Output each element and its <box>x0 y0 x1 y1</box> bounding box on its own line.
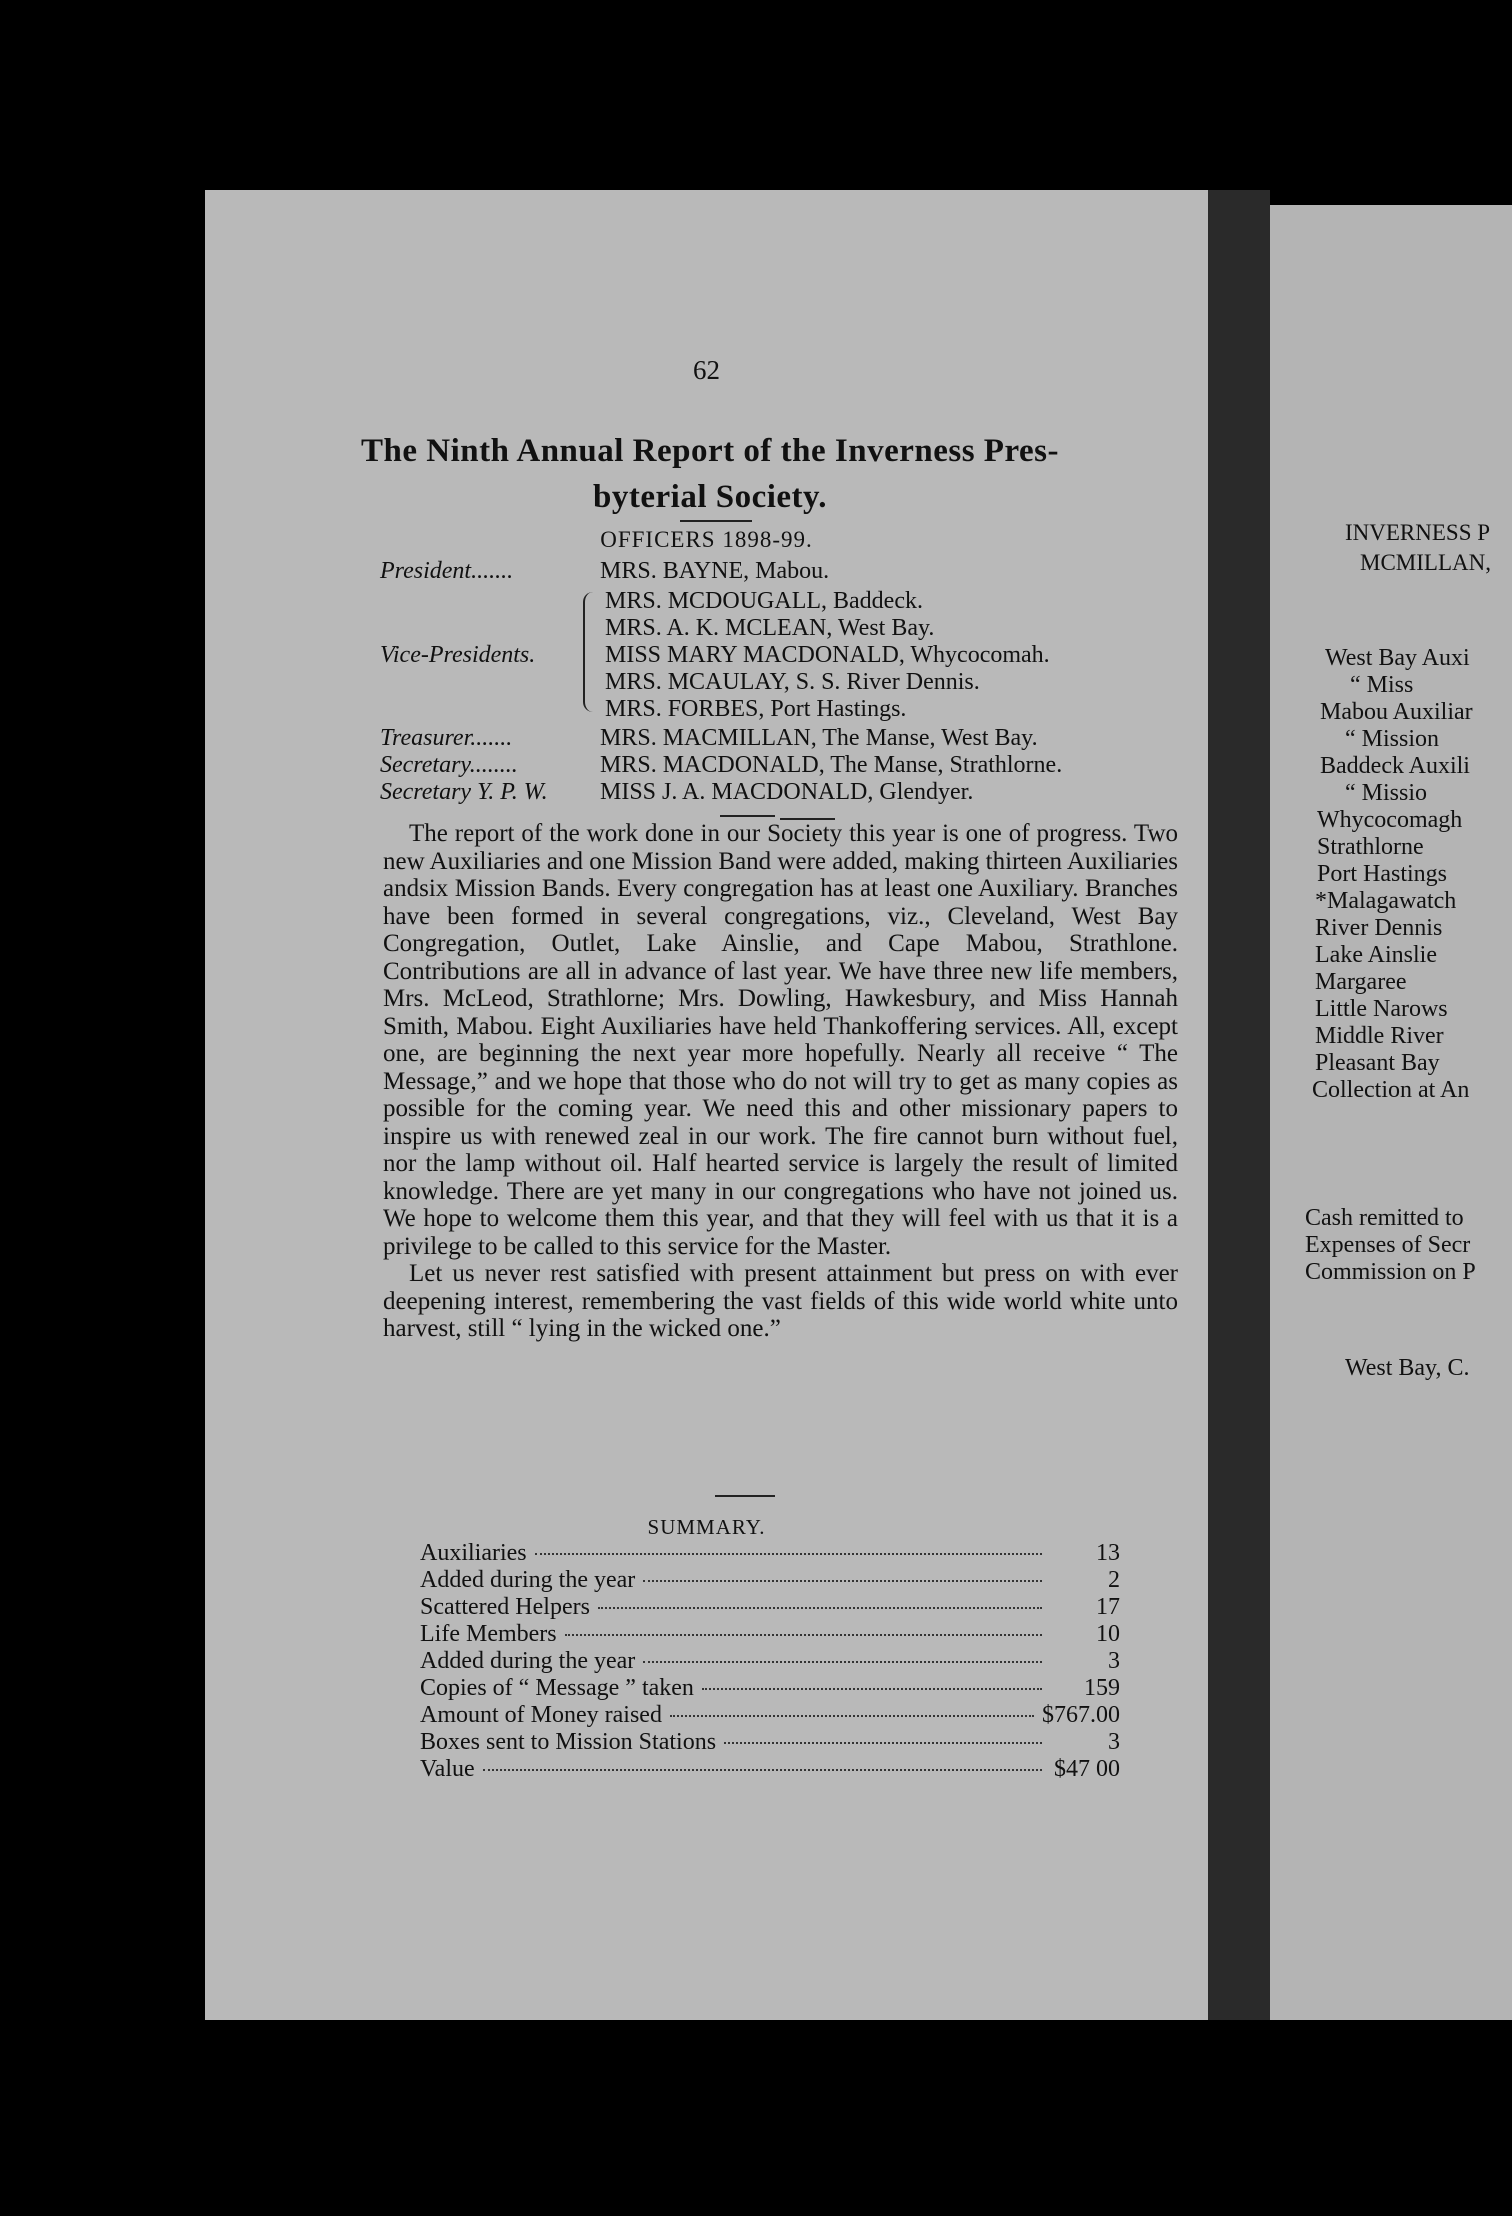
right-page-line: Strathlorne <box>1317 834 1424 860</box>
officer-role: President....... <box>380 558 514 584</box>
officer-name: MRS. BAYNE, Mabou. <box>600 558 830 584</box>
left-page <box>205 190 1208 2020</box>
right-page-line: Margaree <box>1315 969 1407 995</box>
officer-name: MRS. MACDONALD, The Manse, Strathlorne. <box>600 752 1063 778</box>
summary-value: 3 <box>1108 1648 1120 1674</box>
summary-label: Copies of “ Message ” taken <box>420 1675 694 1701</box>
officer-role: Secretary Y. P. W. <box>380 779 548 805</box>
book-gutter <box>1208 190 1270 2020</box>
summary-value: 17 <box>1096 1594 1120 1620</box>
right-page-subheader: MCMILLAN, <box>1360 550 1491 575</box>
leader-dots <box>598 1607 1042 1609</box>
right-page-line: Lake Ainslie <box>1315 942 1437 968</box>
summary-row <box>420 1594 1120 1621</box>
summary-row <box>420 1702 1120 1729</box>
page-number: 62 <box>693 355 720 385</box>
right-page-footer: West Bay, C. <box>1345 1355 1470 1381</box>
summary-label: Value <box>420 1756 475 1782</box>
right-page-cash-line: Cash remitted to <box>1305 1205 1464 1231</box>
summary-value: 2 <box>1108 1567 1120 1593</box>
right-page-line: Baddeck Auxili <box>1320 753 1470 779</box>
leader-dots <box>535 1553 1042 1555</box>
right-page-line: Little Narows <box>1315 996 1448 1022</box>
summary-divider <box>715 1495 775 1497</box>
title-divider <box>680 520 752 522</box>
officer-role: Treasurer....... <box>380 725 513 751</box>
right-page-line: Mabou Auxiliar <box>1320 699 1473 725</box>
leader-dots <box>643 1661 1042 1663</box>
summary-row <box>420 1621 1120 1648</box>
leader-dots <box>643 1580 1042 1582</box>
vice-presidents-label: Vice-Presidents. <box>380 642 536 668</box>
leader-dots <box>483 1769 1042 1771</box>
summary-label: Boxes sent to Mission Stations <box>420 1729 717 1755</box>
report-paragraph: Let us never rest satisfied with present attainment but press on with ever deepening interest, remembering the vast fields of this wide world white unto harvest, still “ lying in the wicked one.” <box>383 1260 1178 1342</box>
summary-row <box>420 1567 1120 1594</box>
right-page-line: “ Miss <box>1350 672 1414 698</box>
vice-president-name: MRS. MCDOUGALL, Baddeck. <box>605 588 923 614</box>
right-page-line: Port Hastings <box>1317 861 1448 887</box>
summary-value: 13 <box>1096 1540 1120 1566</box>
right-page-cash-line: Expenses of Secr <box>1305 1232 1471 1258</box>
report-title <box>245 428 1175 520</box>
summary-label: Added during the year <box>420 1648 636 1674</box>
summary-row <box>420 1756 1120 1783</box>
summary-heading: SUMMARY. <box>647 1515 766 1539</box>
summary-row <box>420 1675 1120 1702</box>
vice-president-name: MRS. FORBES, Port Hastings. <box>605 696 907 722</box>
leader-dots <box>670 1715 1034 1717</box>
summary-value: $47 00 <box>1054 1756 1120 1782</box>
vice-president-name: MRS. A. K. MCLEAN, West Bay. <box>605 615 935 641</box>
right-page-line: River Dennis <box>1315 915 1443 941</box>
officer-name: MRS. MACMILLAN, The Manse, West Bay. <box>600 725 1038 751</box>
right-page-header: INVERNESS P <box>1345 520 1491 545</box>
summary-label: Scattered Helpers <box>420 1594 590 1620</box>
officer-secretary-ypw <box>380 779 973 806</box>
vice-presidents-brace <box>583 592 597 712</box>
officers-divider <box>720 815 775 817</box>
report-title-line-1: The Ninth Annual Report of the Inverness Pres- <box>360 433 1059 469</box>
officer-treasurer <box>380 725 1038 752</box>
right-page-line: “ Mission <box>1345 726 1440 752</box>
leader-dots <box>702 1688 1042 1690</box>
summary-value: 159 <box>1084 1675 1120 1701</box>
right-page <box>1270 205 1512 2020</box>
report-body <box>383 820 1178 1343</box>
report-title-line-2: byterial Society. <box>593 479 827 515</box>
right-page-line: Collection at An <box>1312 1077 1470 1103</box>
officer-role: Secretary........ <box>380 752 518 778</box>
leader-dots <box>724 1742 1042 1744</box>
officer-secretary <box>380 752 1062 779</box>
summary-label: Added during the year <box>420 1567 636 1593</box>
summary-value: 10 <box>1096 1621 1120 1647</box>
officer-name: MISS J. A. MACDONALD, Glendyer. <box>600 779 974 805</box>
officer-president <box>380 558 829 585</box>
leader-dots <box>565 1634 1042 1636</box>
summary-label: Amount of Money raised <box>420 1702 662 1728</box>
right-page-line: Middle River <box>1315 1023 1444 1049</box>
vice-president-name: MRS. MCAULAY, S. S. River Dennis. <box>605 669 980 695</box>
summary-row <box>420 1729 1120 1756</box>
summary-row <box>420 1540 1120 1567</box>
summary-value: 3 <box>1108 1729 1120 1755</box>
right-page-line: “ Missio <box>1345 780 1428 806</box>
summary-label: Life Members <box>420 1621 557 1647</box>
vice-president-name: MISS MARY MACDONALD, Whycocomah. <box>605 642 1050 668</box>
right-page-line: West Bay Auxi <box>1325 645 1470 671</box>
right-page-line: Pleasant Bay <box>1315 1050 1440 1076</box>
summary-row <box>420 1648 1120 1675</box>
right-page-cash-line: Commission on P <box>1305 1259 1476 1285</box>
summary-label: Auxiliaries <box>420 1540 527 1566</box>
report-paragraph: The report of the work done in our Society this year is one of progress. Two new Auxiliaries and one Mission Band were added, making thirteen Auxiliaries andsix Mission Bands. Every congregation has at least one Auxiliary. Branches have been formed in several congregations, viz., Cleveland, West Bay Congregation, Outlet, Lake Ainslie, and Cape Mabou, Strathlone. Contributions are all in advance of last year. We have three new life members, Mrs. McLeod, Strathlorne; Mrs. Dowling, Hawkesbury, and Miss Hannah Smith, Mabou. Eight Auxiliaries have held Thankoffering services. All, except one, are beginning the next year more hopefully. Nearly all receive “ The Message,” and we hope that those who do not will try to get as many copies as possible for the coming year. We need this and other missionary papers to inspire us with renewed zeal in our work. The fire cannot burn without fuel, nor the lamp without oil. Half hearted service is largely the result of limited knowledge. There are yet many in our congregations who have not joined us. We hope to welcome them this year, and that they will feel with us that it is a privilege to be called to this service for the Master. <box>383 820 1178 1260</box>
summary-value: $767.00 <box>1042 1702 1120 1728</box>
right-page-line: *Malagawatch <box>1315 888 1457 914</box>
right-page-line: Whycocomagh <box>1317 807 1463 833</box>
officers-heading: OFFICERS 1898-99. <box>600 527 813 552</box>
